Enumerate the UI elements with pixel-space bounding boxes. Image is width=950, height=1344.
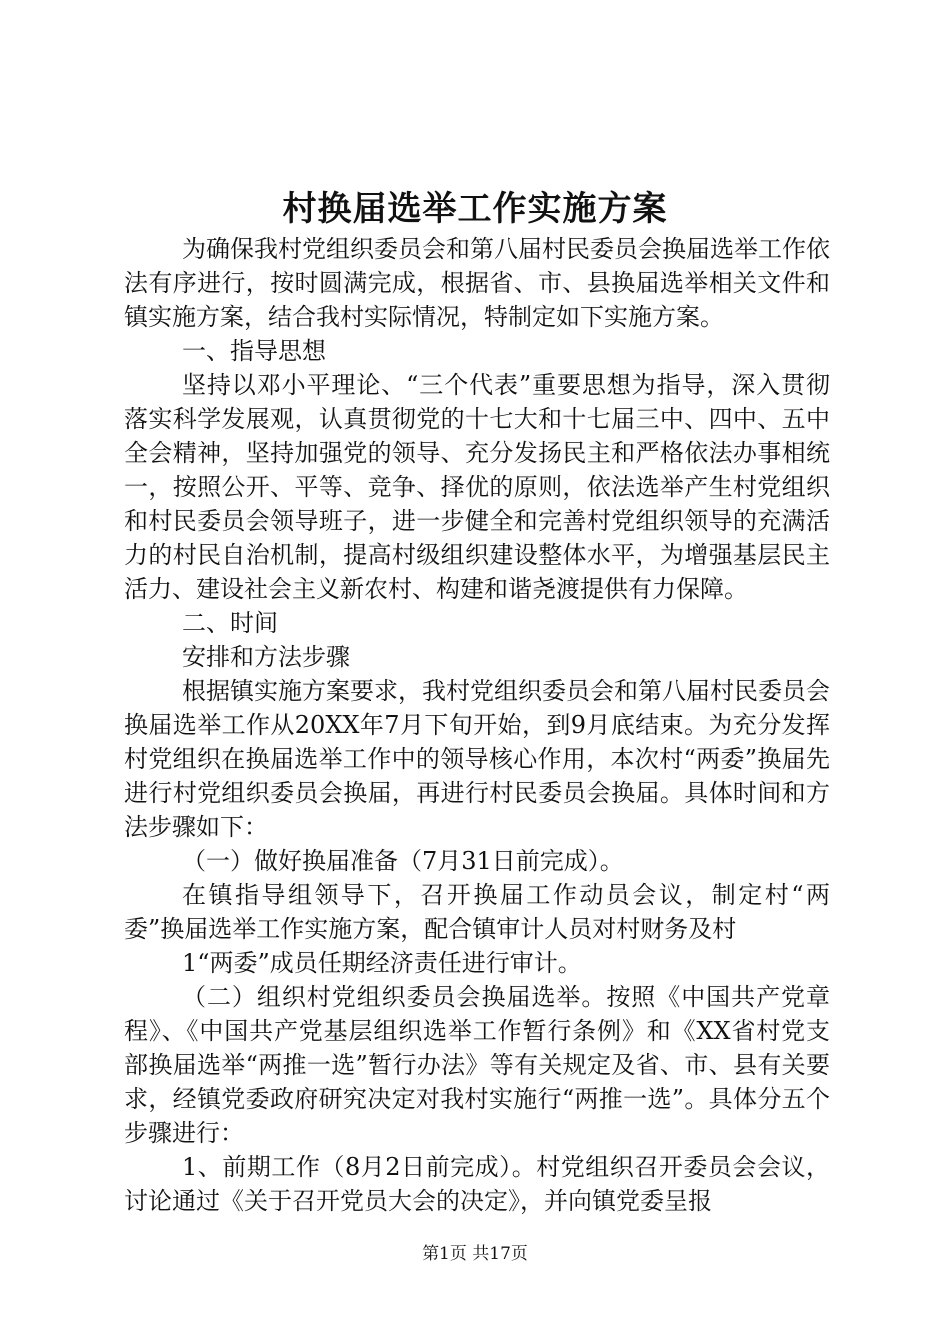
- paragraph-preparation: 在镇指导组领导下，召开换届工作动员会议，制定村“两委”换届选举工作实施方案，配合镇审计人员对村财务及村: [124, 881, 830, 943]
- heading-time: 二、时间: [182, 609, 278, 637]
- page-number-footer: 第1页 共17页: [422, 1244, 528, 1264]
- heading-arrangement: 安排和方法步骤: [182, 643, 350, 671]
- paragraph-guiding-thought: 坚持以邓小平理论、“三个代表”重要思想为指导，深入贯彻落实科学发展观，认真贯彻党的十七大和十七届三中、四中、五中全会精神，坚持加强党的领导、充分发扬民主和严格依法办事相统一，按照公开、平等、竞争、择优的原则，依法选举产生村党组织和村民委员会领导班子，进一步健全和完善村党组织领导的充满活力的村民自治机制，提高村级组织建设整体水平，为增强基层民主活力、建设社会主义新农村、构建和谐尧渡提供有力保障。: [124, 371, 830, 603]
- paragraph-schedule: 根据镇实施方案要求，我村党组织委员会和第八届村民委员会换届选举工作从20XX年7月下旬开始，到9月底结束。为充分发挥村党组织在换届选举工作中的领导核心作用，本次村“两委”换届先进行村党组织委员会换届，再进行村民委员会换届。具体时间和方法步骤如下：: [124, 677, 830, 841]
- heading-guiding-thought: 一、指导思想: [182, 337, 326, 365]
- paragraph-audit: 1“两委”成员任期经济责任进行审计。: [182, 949, 582, 977]
- subheading-party-election: （二）组织村党组织委员会换届选举。按照《中国共产党章程》、《中国共产党基层组织选举工作暂行条例》和《XX省村党支部换届选举“两推一选”暂行办法》等有关规定及省、市、县有关要求，经镇党委政府研究决定对我村实施行“两推一选”。具体分五个步骤进行：: [124, 983, 830, 1147]
- document-body: [124, 232, 830, 1218]
- paragraph-preliminary-work: 1、前期工作（8月2日前完成）。村党组织召开委员会会议，讨论通过《关于召开党员大会的决定》，并向镇党委呈报: [124, 1153, 830, 1215]
- subheading-preparation: （一）做好换届准备（7月31日前完成）。: [182, 847, 624, 875]
- document-title: 村换届选举工作实施方案: [282, 189, 668, 229]
- paragraph-intro: 为确保我村党组织委员会和第八届村民委员会换届选举工作依法有序进行，按时圆满完成，根据省、市、县换届选举相关文件和镇实施方案，结合我村实际情况，特制定如下实施方案。: [124, 235, 830, 331]
